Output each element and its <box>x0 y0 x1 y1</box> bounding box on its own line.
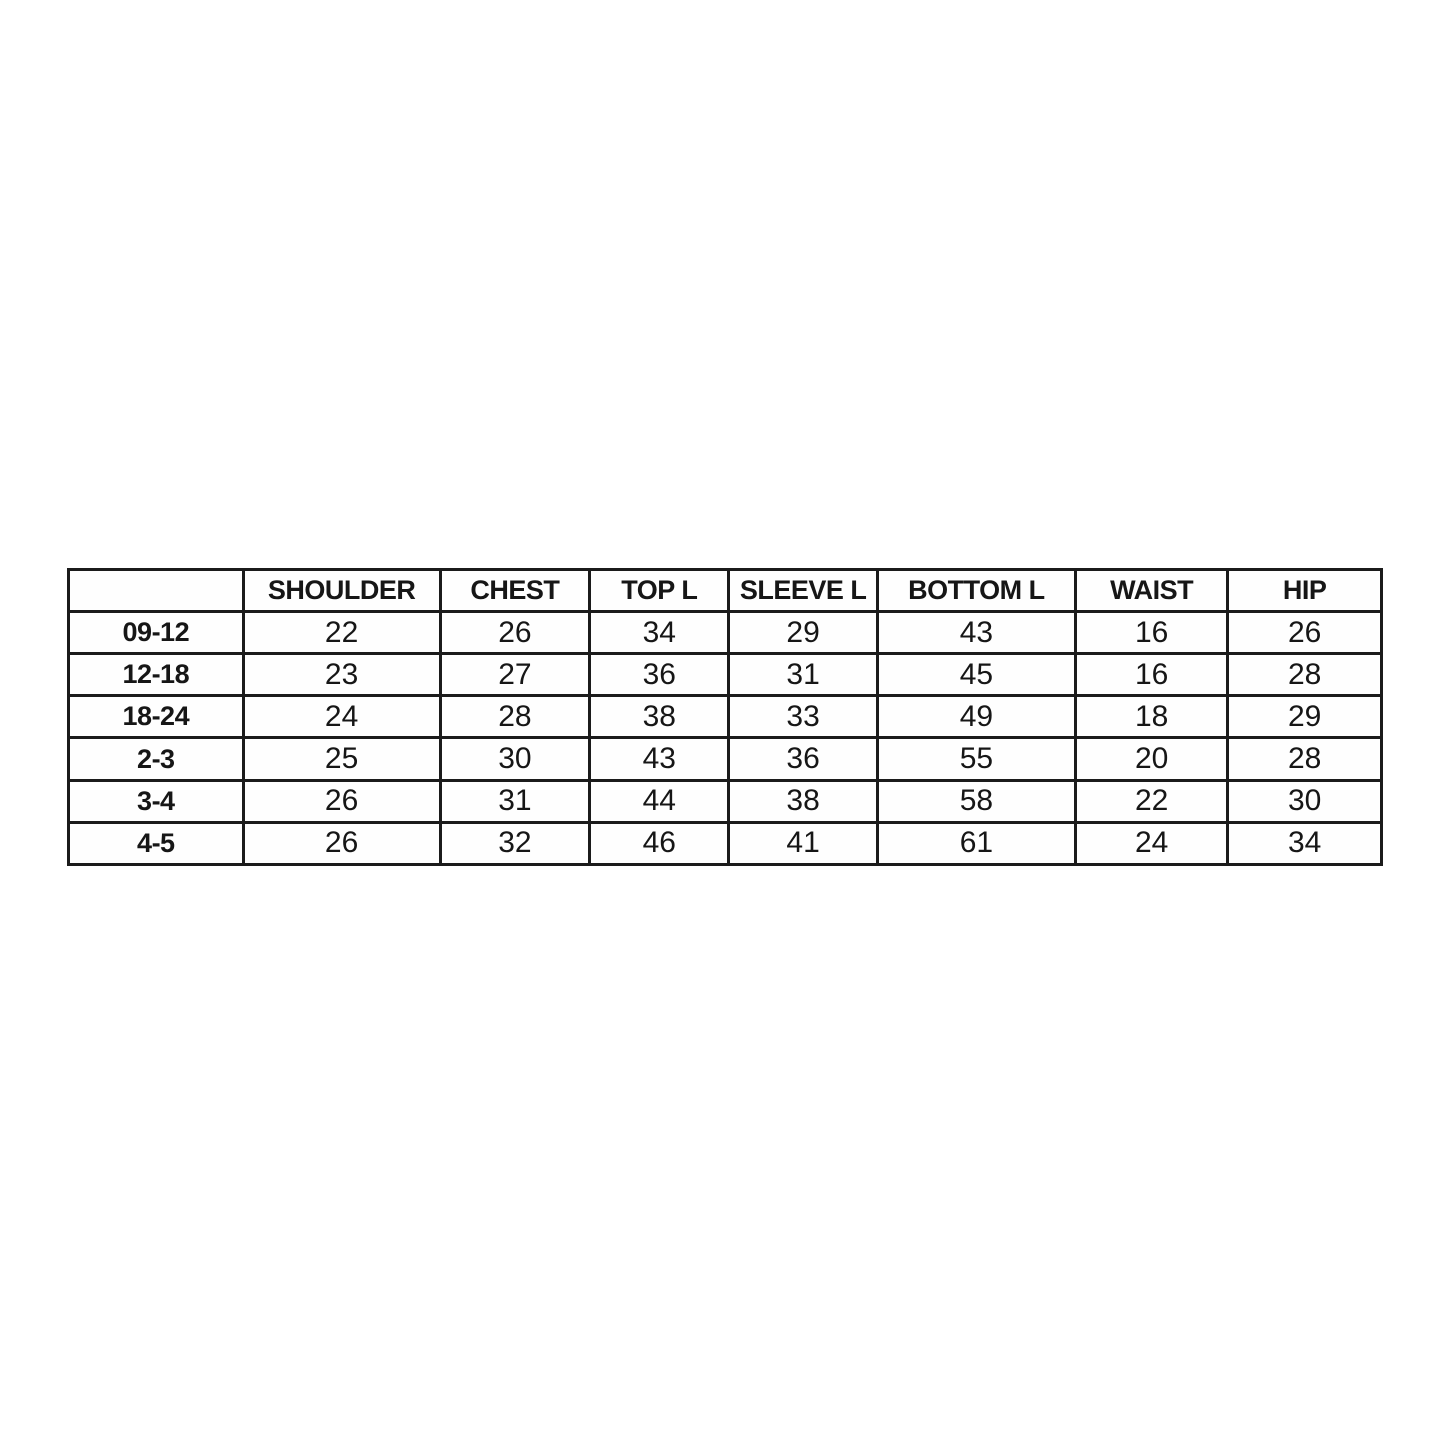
cell-value: 43 <box>877 612 1075 654</box>
cell-value: 22 <box>1076 780 1228 822</box>
table-row <box>69 612 1382 654</box>
cell-value: 26 <box>243 780 440 822</box>
column-header: TOP L <box>590 570 729 612</box>
cell-value: 33 <box>729 696 877 738</box>
cell-value: 30 <box>440 738 590 780</box>
cell-value: 34 <box>1228 822 1382 864</box>
cell-value: 26 <box>243 822 440 864</box>
cell-value: 46 <box>590 822 729 864</box>
cell-value: 38 <box>590 696 729 738</box>
cell-value: 43 <box>590 738 729 780</box>
cell-value: 30 <box>1228 780 1382 822</box>
header-row <box>69 570 1382 612</box>
table-row <box>69 654 1382 696</box>
size-chart-table <box>67 568 1383 866</box>
cell-value: 45 <box>877 654 1075 696</box>
row-label: 3-4 <box>69 780 244 822</box>
cell-value: 36 <box>590 654 729 696</box>
cell-value: 29 <box>1228 696 1382 738</box>
cell-value: 18 <box>1076 696 1228 738</box>
row-label: 4-5 <box>69 822 244 864</box>
column-header: HIP <box>1228 570 1382 612</box>
cell-value: 24 <box>243 696 440 738</box>
cell-value: 44 <box>590 780 729 822</box>
cell-value: 24 <box>1076 822 1228 864</box>
cell-value: 41 <box>729 822 877 864</box>
row-label: 2-3 <box>69 738 244 780</box>
cell-value: 49 <box>877 696 1075 738</box>
cell-value: 31 <box>729 654 877 696</box>
cell-value: 29 <box>729 612 877 654</box>
cell-value: 23 <box>243 654 440 696</box>
cell-value: 34 <box>590 612 729 654</box>
cell-value: 28 <box>440 696 590 738</box>
cell-value: 26 <box>440 612 590 654</box>
cell-value: 36 <box>729 738 877 780</box>
cell-value: 38 <box>729 780 877 822</box>
column-header: WAIST <box>1076 570 1228 612</box>
table-body <box>69 612 1382 865</box>
column-header: BOTTOM L <box>877 570 1075 612</box>
cell-value: 16 <box>1076 654 1228 696</box>
column-header: SLEEVE L <box>729 570 877 612</box>
cell-value: 58 <box>877 780 1075 822</box>
cell-value: 25 <box>243 738 440 780</box>
cell-value: 55 <box>877 738 1075 780</box>
cell-value: 28 <box>1228 738 1382 780</box>
row-label: 18-24 <box>69 696 244 738</box>
table-row <box>69 696 1382 738</box>
cell-value: 22 <box>243 612 440 654</box>
cell-value: 28 <box>1228 654 1382 696</box>
table-row <box>69 738 1382 780</box>
table-row <box>69 780 1382 822</box>
size-column-header <box>69 570 244 612</box>
column-header: CHEST <box>440 570 590 612</box>
cell-value: 16 <box>1076 612 1228 654</box>
row-label: 12-18 <box>69 654 244 696</box>
cell-value: 61 <box>877 822 1075 864</box>
cell-value: 27 <box>440 654 590 696</box>
row-label: 09-12 <box>69 612 244 654</box>
cell-value: 31 <box>440 780 590 822</box>
table-row <box>69 822 1382 864</box>
column-header: SHOULDER <box>243 570 440 612</box>
cell-value: 26 <box>1228 612 1382 654</box>
cell-value: 32 <box>440 822 590 864</box>
cell-value: 20 <box>1076 738 1228 780</box>
